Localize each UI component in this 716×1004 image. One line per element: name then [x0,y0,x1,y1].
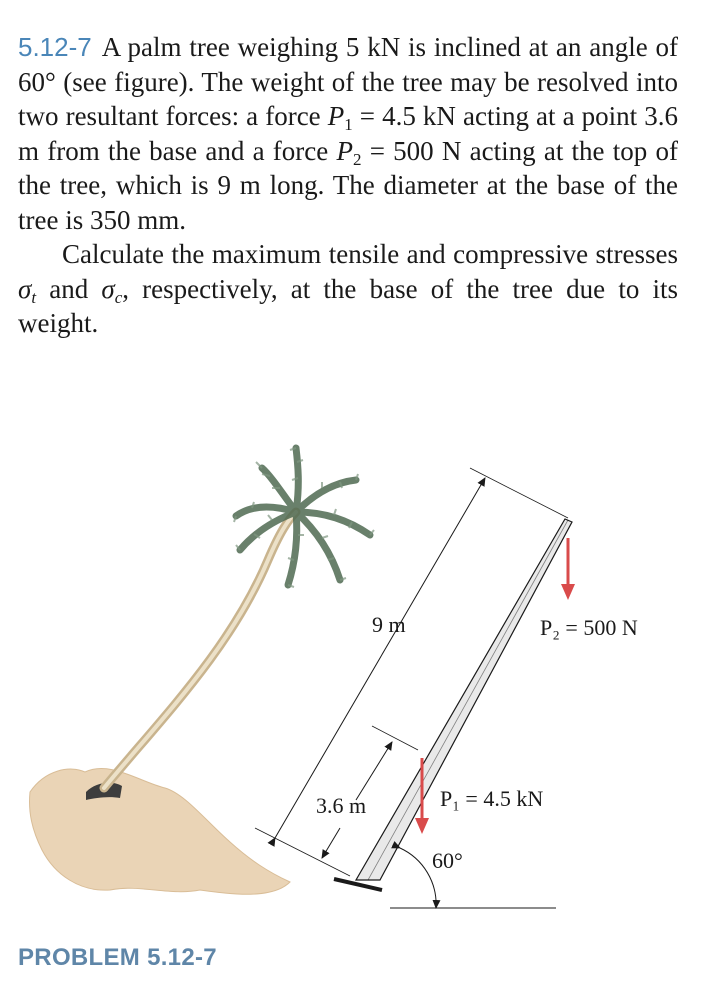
sigma-symbol-c: σ [101,273,115,304]
dimension-line-9m [275,478,485,838]
palm-trunk [104,512,296,788]
force-arrow-p1-head [415,818,429,834]
label-3-6m: 3.6 m [316,793,367,818]
sand-mound [30,768,291,894]
subscript-2: 2 [352,149,362,169]
label-p2: P₂ = 500 N [540,615,638,640]
force-symbol-p2: P [336,135,353,166]
subscript-c: c [114,287,123,307]
problem-statement [18,30,678,341]
figure-drawing [0,420,716,960]
label-length-9m: 9 m [372,612,406,637]
beam-base-plate [334,879,382,890]
sigma-symbol-t: σ [18,273,32,304]
text-segment: = 500 N acting at the top of the tree, which is 9 m long. The diameter at the base of the tree is 350 mm. [18,135,678,235]
label-angle-60: 60° [432,848,463,873]
dimension-line-3-6m-lower [322,828,340,858]
force-symbol-p1: P [327,101,345,131]
force-arrow-p2-head [561,584,575,600]
beam-centerline [368,520,568,880]
label-p1: P₁ = 4.5 kN [440,786,544,811]
angle-arc [400,848,436,908]
palm-fronds [236,448,370,585]
problem-paragraph-2 [18,237,678,341]
text-segment: , respectively, at the base of the tree due to its weight. [18,273,678,338]
text-segment: Calculate the maximum tensile and compressive stresses [62,239,678,269]
problem-paragraph-1 [18,30,678,237]
inclined-beam [356,519,572,880]
figure-caption: PROBLEM 5.12-7 [18,944,217,971]
text-segment: and [36,273,102,304]
extension-line-p1 [372,726,418,750]
text-segment: = 4.5 kN acting at a point 3.6 m from the base and a force [18,101,678,166]
palm-tree-figure [0,420,716,960]
problem-number: 5.12-7 [18,32,92,62]
subscript-t: t [31,287,37,307]
text-segment: A palm tree weighing 5 kN is inclined at an angle of 60° (see figure). The weight of the tree may be resolved into two resultant forces: a force [18,32,678,131]
extension-line-top [470,468,568,518]
dimension-line-3-6m-upper [356,742,392,800]
subscript-1: 1 [344,115,353,134]
